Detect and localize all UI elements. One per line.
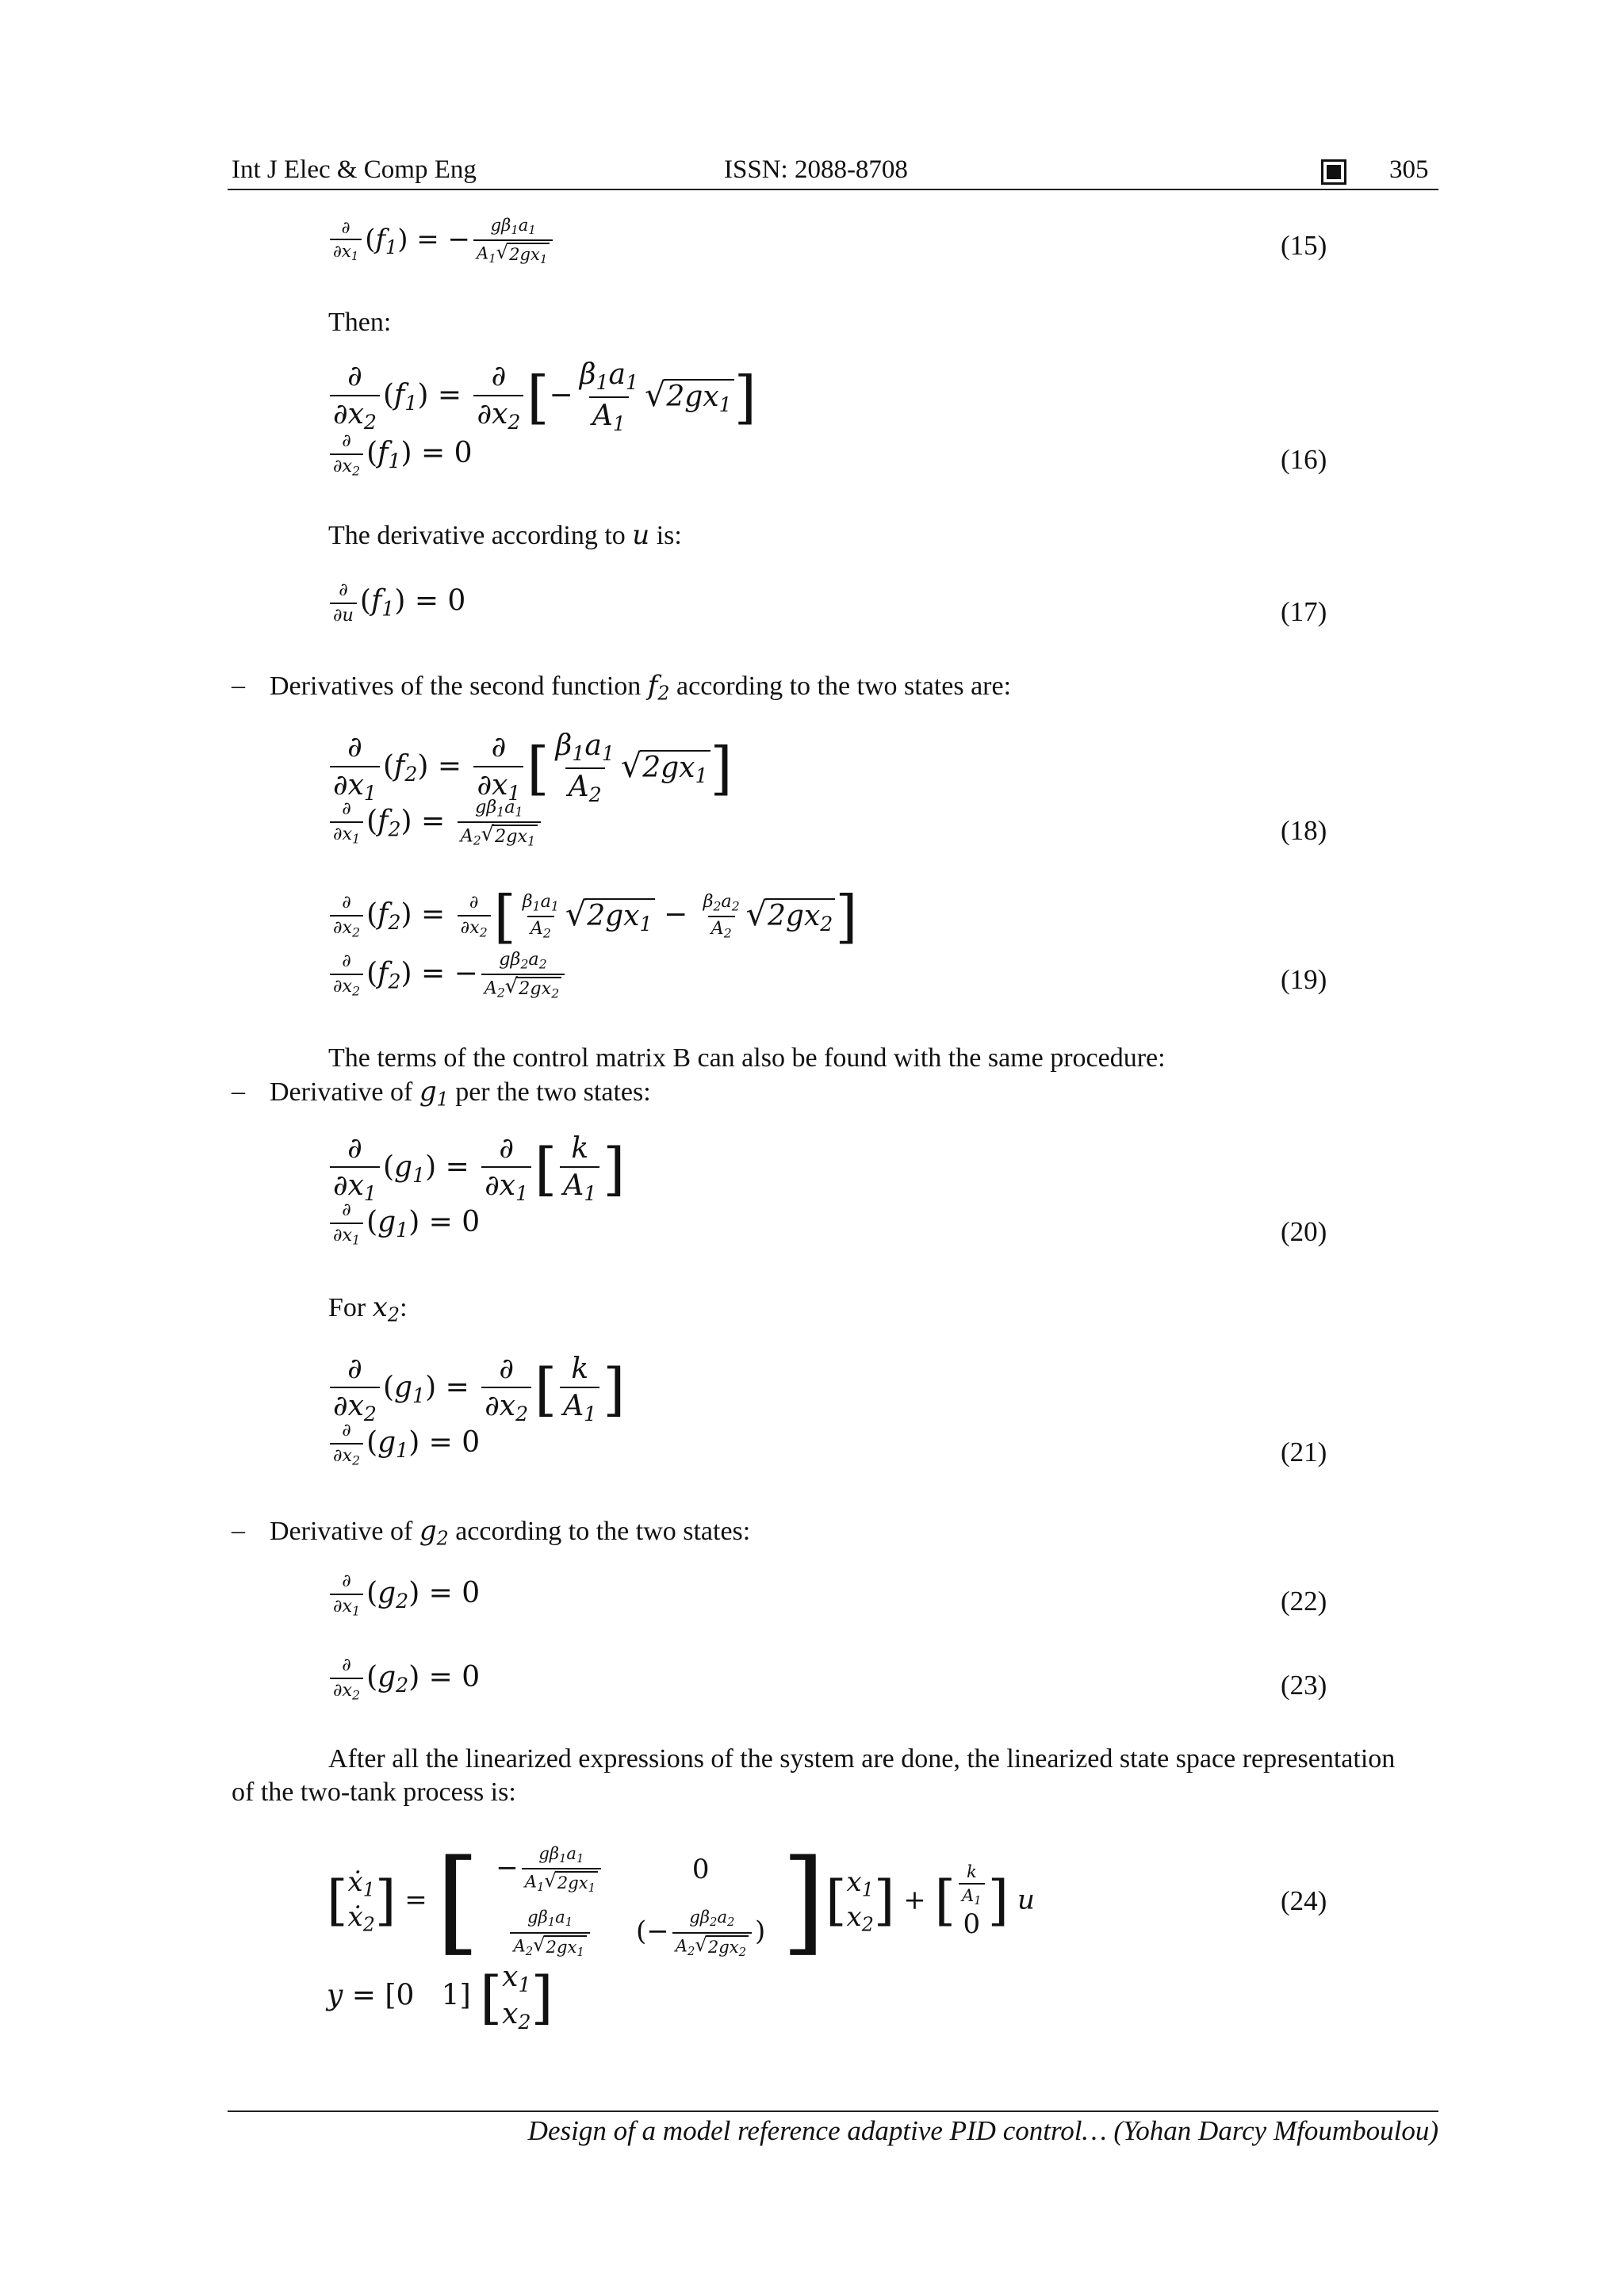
derivative-u-text xyxy=(328,519,682,553)
equation-16a: ∂ $\partial x_2$ $(f_1)$ = ∂ $\partial x_2$ [− $\frac{\beta_1a_1}{A_1}$ √ $2gx_1$ ] xyxy=(327,358,756,436)
text-fragment: The derivative according to xyxy=(328,521,633,550)
equation-number-17: (17) xyxy=(1281,596,1327,627)
text-fragment: Derivative of xyxy=(270,1517,419,1546)
math-subscript: 2 xyxy=(657,682,670,705)
equation-21a: ∂ $\partial x_2$ $(g_1)$ = ∂ $\partial x_2$ [ $\frac{k}{A_1}$ ] xyxy=(327,1353,625,1426)
equation-17: ∂ ∂u $(f_1) = 0$ xyxy=(327,580,465,626)
equation-21b: ∂ $\partial x_2$ $(g_1) = 0$ xyxy=(327,1421,480,1468)
equation-number-18: (18) xyxy=(1281,815,1327,846)
second-function-text xyxy=(270,669,1011,710)
text-fragment: Derivatives of the second function xyxy=(270,672,648,701)
math-subscript: 2 xyxy=(387,1303,400,1326)
text-fragment: is: xyxy=(649,521,682,550)
text-fragment: according to the two states: xyxy=(448,1517,751,1546)
then-label: Then: xyxy=(328,308,392,337)
math-var: x xyxy=(372,1292,388,1323)
after-all-line2: of the two-tank process is: xyxy=(232,1777,516,1807)
for-x2-text xyxy=(328,1291,408,1332)
math-var: u xyxy=(632,519,650,551)
equation-19b: ∂ $\partial x_2$ $(f_2)$ = − $g\beta_2a_2$ $A_2$ √ $2gx_2$ xyxy=(327,950,568,1001)
text-fragment: per the two states: xyxy=(448,1077,651,1107)
text-fragment: Derivative of xyxy=(270,1077,419,1107)
math-var: f xyxy=(647,670,658,702)
equation-19a: ∂ $\partial x_2$ $(f_2)$ = ∂ $\partial x_2$ [ $\frac{\beta_1a_1}{A_2}$ √ $2gx_1$ − $\frac{\beta_2a_2}{A_2}$ √ $2gx_2$ ] xyxy=(327,888,857,945)
header-rule xyxy=(228,189,1438,190)
math-subscript: 2 xyxy=(436,1527,449,1550)
equation-number-23: (23) xyxy=(1281,1670,1327,1701)
page-number: 305 xyxy=(1389,155,1429,184)
g2-text xyxy=(270,1514,750,1556)
bullet-dash: – xyxy=(232,1077,245,1106)
equation-18a: ∂ $\partial x_1$ $(f_2)$ = ∂ $\partial x_1$ [ $\frac{\beta_1a_1}{A_2}$ √ $2gx_1$ ] xyxy=(327,729,733,807)
equation-16b: ∂ $\partial x_2$ $(f_1) = 0$ xyxy=(327,431,472,479)
issn: ISSN: 2088-8708 xyxy=(724,155,908,184)
equation-number-19: (19) xyxy=(1281,964,1327,995)
running-footer: Design of a model reference adaptive PID control… (Yohan Darcy Mfoumboulou) xyxy=(527,2115,1438,2146)
journal-name: Int J Elec & Comp Eng xyxy=(232,155,477,184)
control-matrix-text: The terms of the control matrix B can also be found with the same procedure: xyxy=(328,1043,1166,1073)
text-fragment: according to the two states are: xyxy=(669,672,1012,701)
equation-22: ∂ $\partial x_1$ $(g_2) = 0$ xyxy=(327,1571,480,1619)
square-icon xyxy=(1321,159,1346,185)
equation-number-24: (24) xyxy=(1281,1885,1327,1916)
equation-15: ∂ $\partial x_1$ $(f_1)$ = − $g\beta_1a_1$ $A_1$ √ $2gx_1$ xyxy=(327,216,556,266)
text-fragment: : xyxy=(400,1293,408,1322)
text-fragment: For xyxy=(328,1293,373,1322)
bullet-dash: – xyxy=(232,1516,245,1545)
equation-number-16: (16) xyxy=(1281,444,1327,475)
equation-18b: ∂ $\partial x_1$ $(f_2)$ = $g\beta_1a_1$ $A_2$ √ $2gx_1$ xyxy=(327,798,544,849)
equation-number-20: (20) xyxy=(1281,1216,1327,1247)
equation-number-21: (21) xyxy=(1281,1437,1327,1468)
equation-24a: [ ẋ$_1$ ẋ$_2$ ] = [ − $g\beta_1a_1$ $A_1$ √ $2gx_1$ 0 $g\beta_1a_1$ $A_2$ √ $2gx_1$ (− $g\beta_2a_2$ $A_2$ √ $2gx_2$ ) ][ $x_1$ $x_2$ ] + [ k $A_1$ 0 ] u xyxy=(327,1835,1035,1968)
g1-text xyxy=(270,1075,651,1116)
math-var: g xyxy=(419,1515,437,1547)
equation-23: ∂ $\partial x_2$ $(g_2) = 0$ xyxy=(327,1655,480,1703)
equation-20a: ∂ $\partial x_1$ $(g_1)$ = ∂ $\partial x_1$ [ $\frac{k}{A_1}$ ] xyxy=(327,1132,625,1206)
equation-number-15: (15) xyxy=(1281,230,1327,261)
math-var: g xyxy=(419,1076,437,1108)
equation-number-22: (22) xyxy=(1281,1586,1327,1617)
after-all-line1: After all the linearized expressions of the system are done, the linearized state space representation xyxy=(328,1744,1396,1774)
equation-20b: ∂ $\partial x_1$ $(g_1) = 0$ xyxy=(327,1200,480,1248)
math-subscript: 1 xyxy=(436,1088,449,1111)
equation-24b: y = [0 1] [ $x_1$ $x_2$ ] xyxy=(327,1961,553,2034)
bullet-dash: – xyxy=(232,671,245,700)
footer-rule xyxy=(228,2110,1438,2112)
